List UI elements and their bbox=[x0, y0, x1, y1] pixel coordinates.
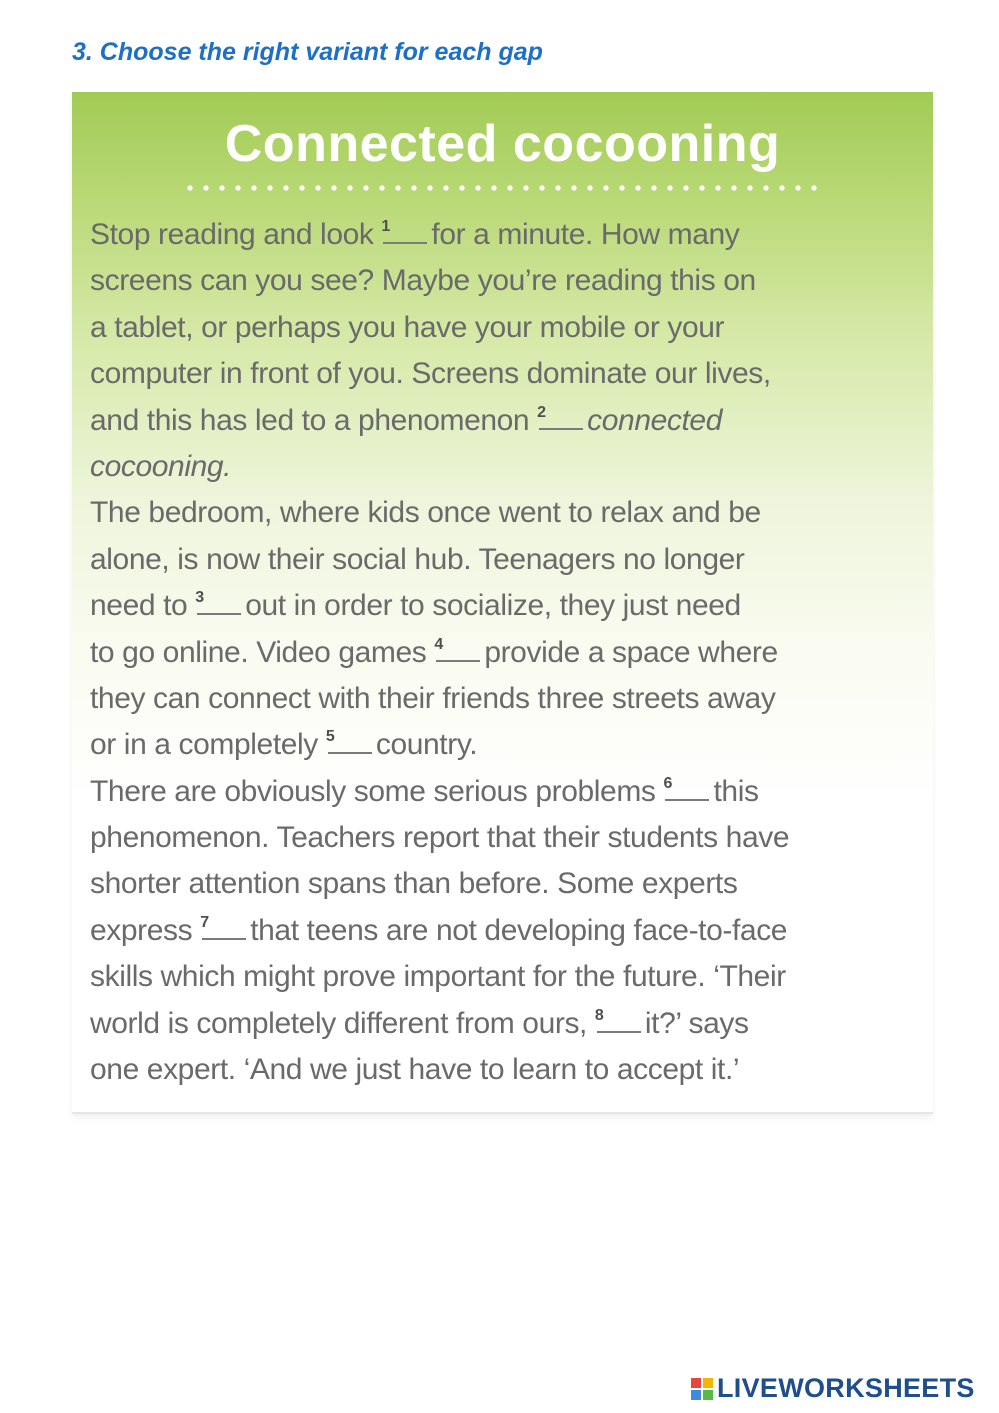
gap-number: 2 bbox=[537, 403, 546, 421]
gap-7[interactable] bbox=[202, 914, 246, 940]
article-text bbox=[90, 212, 925, 1093]
gap-1[interactable] bbox=[383, 218, 427, 244]
text-line: alone, is now their social hub. Teenagers no longer bbox=[90, 542, 745, 576]
text-line: cocooning. bbox=[90, 449, 232, 483]
gap-number: 8 bbox=[594, 1006, 604, 1024]
liveworksheets-wordmark: LIVEWORKSHEETS bbox=[717, 1373, 975, 1403]
logo-square-red bbox=[691, 1378, 701, 1388]
text-line: world is completely different from ours, 8 it?’ says bbox=[90, 1001, 925, 1047]
gap-3[interactable] bbox=[197, 589, 241, 615]
text-line: a tablet, or perhaps you have your mobile or your bbox=[90, 310, 725, 344]
text-line: express 7 that teens are not developing face-to-face bbox=[90, 908, 925, 954]
liveworksheets-logo-icon bbox=[691, 1378, 713, 1400]
text-line: screens can you see? Maybe you’re reading this on bbox=[90, 264, 756, 298]
gap-number: 1 bbox=[381, 218, 390, 235]
liveworksheets-logo[interactable] bbox=[691, 1373, 975, 1404]
text-line: The bedroom, where kids once went to relax and be bbox=[90, 496, 761, 530]
text-line: and this has led to a phenomenon 2 connected bbox=[90, 398, 925, 444]
text-line: skills which might prove important for the future. ‘Their bbox=[90, 960, 786, 994]
logo-square-green bbox=[703, 1390, 713, 1400]
gap-number: 5 bbox=[325, 728, 335, 746]
gap-number: 3 bbox=[195, 589, 204, 607]
logo-square-blue bbox=[691, 1390, 701, 1400]
gap-5[interactable] bbox=[325, 728, 372, 754]
article-title: Connected cocooning bbox=[224, 115, 781, 173]
gap-number: 4 bbox=[434, 635, 443, 653]
article-card bbox=[72, 92, 933, 1114]
logo-square-yellow bbox=[703, 1378, 713, 1388]
text-line: or in a completely 5 country. bbox=[90, 722, 925, 768]
gap-number: 6 bbox=[663, 774, 672, 792]
text-line: one expert. ‘And we just have to learn to accept it.’ bbox=[90, 1053, 740, 1087]
text-line: to go online. Video games 4 provide a space where bbox=[90, 630, 925, 676]
gap-4[interactable] bbox=[436, 636, 480, 662]
text-line: phenomenon. Teachers report that their students have bbox=[90, 821, 790, 855]
text-line: need to 3 out in order to socialize, they just need bbox=[90, 583, 925, 629]
gap-number: 7 bbox=[200, 913, 209, 931]
gap-6[interactable] bbox=[665, 775, 709, 801]
text-line: computer in front of you. Screens dominate our lives, bbox=[90, 357, 771, 391]
gap-2[interactable] bbox=[539, 404, 583, 430]
task-title: 3. Choose the right variant for each gap bbox=[72, 38, 543, 66]
text-line: There are obviously some serious problems 6 this bbox=[90, 769, 925, 815]
text-line: shorter attention spans than before. Some experts bbox=[90, 867, 738, 901]
gap-8[interactable] bbox=[594, 1006, 641, 1033]
dotted-divider bbox=[182, 183, 822, 193]
text-line: Stop reading and look 1 for a minute. How many bbox=[90, 212, 925, 258]
text-line: they can connect with their friends three streets away bbox=[90, 681, 776, 715]
